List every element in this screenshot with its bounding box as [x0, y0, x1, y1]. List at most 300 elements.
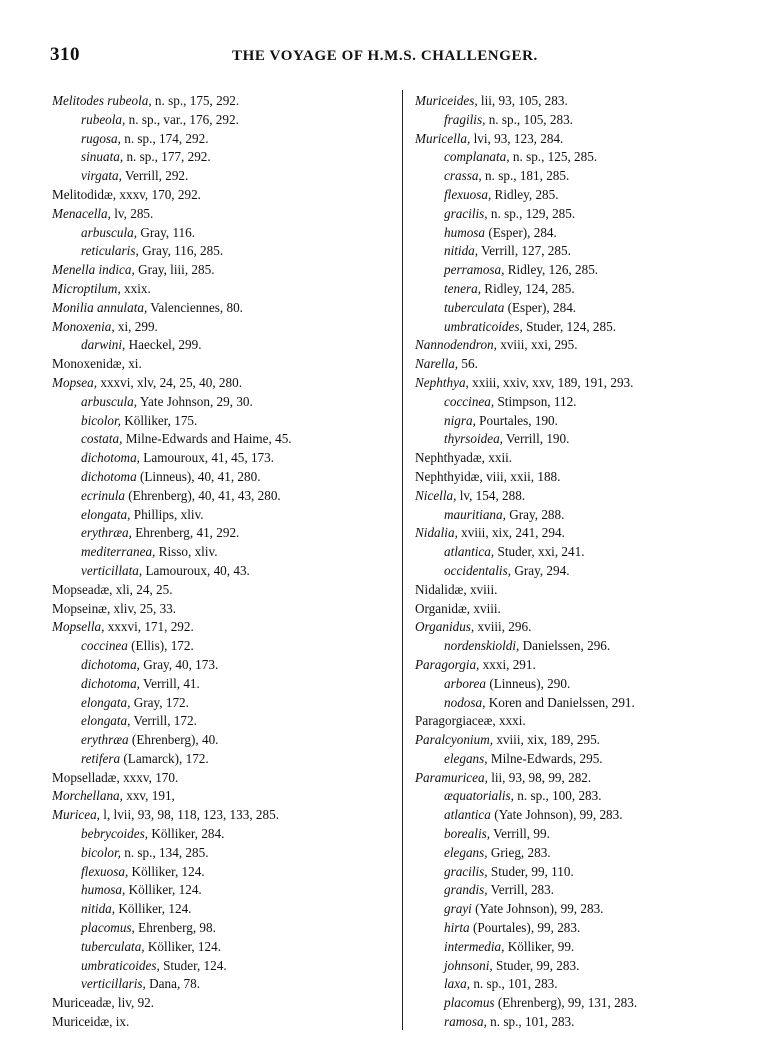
index-entry	[52, 825, 402, 844]
index-entry	[415, 336, 765, 355]
entry-references: (Ellis), 172.	[127, 638, 194, 654]
entry-name: Nephthyadæ,	[415, 450, 485, 466]
index-entry	[415, 111, 765, 130]
index-entry	[415, 186, 765, 205]
entry-references: Milne-Edwards, 295.	[487, 750, 603, 766]
entry-name: verticillaris,	[81, 976, 146, 992]
entry-name: Menella indica,	[52, 262, 135, 278]
entry-name: Mopsea,	[52, 374, 98, 390]
entry-references: (Ehrenberg), 99, 131, 283.	[494, 995, 638, 1011]
entry-name: johnsoni,	[444, 957, 493, 973]
entry-references: Studer, 99, 283.	[492, 957, 580, 973]
entry-references: Kölliker, 124.	[144, 938, 221, 954]
entry-name: Menacella,	[52, 205, 111, 221]
index-entry	[415, 524, 765, 543]
index-entry	[415, 863, 765, 882]
entry-references: (Ehrenberg), 40, 41, 43, 280.	[124, 487, 281, 503]
entry-references: n. sp., var., 176, 292.	[125, 111, 239, 127]
entry-name: flexuosa,	[444, 186, 492, 202]
index-entry	[52, 994, 402, 1013]
entry-name: thyrsoidea,	[444, 431, 503, 447]
entry-name: costata,	[81, 431, 123, 447]
index-entry	[52, 787, 402, 806]
entry-name: fragilis,	[444, 111, 486, 127]
index-entry	[415, 130, 765, 149]
entry-references: xli, 24, 25.	[112, 581, 173, 597]
entry-name: umbraticoides,	[81, 957, 160, 973]
entry-references: Lamouroux, 40, 43.	[142, 562, 250, 578]
entry-references: Studer, xxi, 241.	[494, 544, 585, 560]
index-entry	[52, 336, 402, 355]
index-entry	[52, 524, 402, 543]
entry-name: elegans,	[444, 844, 488, 860]
entry-references: xxiii, xxiv, xxv, 189, 191, 293.	[468, 374, 634, 390]
entry-name: tuberculata	[444, 299, 505, 315]
entry-name: bicolor,	[81, 412, 121, 428]
entry-name: intermedia,	[444, 938, 505, 954]
entry-references: n. sp., 134, 285.	[120, 844, 209, 860]
entry-name: Paralcyonium,	[415, 732, 494, 748]
index-entry	[415, 938, 765, 957]
entry-name: virgata,	[81, 168, 122, 184]
entry-references: n. sp., 125, 285.	[509, 149, 598, 165]
entry-name: Monoxenidæ,	[52, 356, 125, 372]
entry-name: Nicella,	[415, 487, 457, 503]
entry-name: Microptilum,	[52, 280, 121, 296]
entry-name: erythræa	[81, 732, 129, 748]
entry-name: verticillata,	[81, 562, 143, 578]
entry-name: complanata,	[444, 149, 510, 165]
entry-references: xxxvi, xlv, 24, 25, 40, 280.	[97, 374, 243, 390]
entry-name: retifera	[81, 750, 121, 766]
column-divider	[402, 90, 403, 1030]
index-entry	[415, 881, 765, 900]
index-entry	[52, 881, 402, 900]
entry-references: Kölliker, 284.	[148, 826, 225, 842]
entry-references: xviii, xxi, 295.	[496, 337, 578, 353]
index-entry	[52, 618, 402, 637]
entry-name: Nidalia,	[415, 525, 458, 541]
index-entry	[415, 148, 765, 167]
entry-name: sinuata,	[81, 149, 124, 165]
entry-name: Muriceadæ,	[52, 995, 115, 1011]
entry-references: Studer, 124, 285.	[522, 318, 617, 334]
index-entry	[52, 675, 402, 694]
index-entry	[415, 506, 765, 525]
index-entry	[52, 506, 402, 525]
entry-name: Melitodes rubeola,	[52, 93, 152, 108]
entry-references: xxii.	[484, 450, 513, 466]
entry-references: Risso, xliv.	[155, 544, 218, 560]
entry-name: coccinea	[81, 638, 128, 654]
entry-references: xviii, 296.	[474, 619, 532, 635]
index-entry	[415, 562, 765, 581]
index-entry	[52, 412, 402, 431]
index-entry	[52, 92, 402, 111]
entry-references: (Linneus), 290.	[486, 675, 571, 691]
entry-name: occidentalis,	[444, 562, 512, 578]
entry-name: arborea	[444, 675, 487, 691]
index-entry	[52, 844, 402, 863]
index-entry	[52, 167, 402, 186]
index-entry	[415, 261, 765, 280]
entry-name: grayi	[444, 901, 472, 917]
entry-name: darwini,	[81, 337, 126, 353]
entry-name: ramosa,	[444, 1014, 487, 1030]
entry-name: gracilis,	[444, 205, 488, 221]
index-entry	[415, 975, 765, 994]
entry-references: 56.	[458, 356, 478, 372]
entry-references: Gray, 294.	[511, 562, 570, 578]
entry-name: nodosa,	[444, 694, 486, 710]
entry-name: Mopselladæ,	[52, 769, 120, 785]
index-column-right	[415, 92, 765, 1032]
entry-references: xviii.	[466, 581, 498, 597]
entry-name: atlantica,	[444, 544, 495, 560]
entry-references: viii, xxii, 188.	[482, 468, 561, 484]
index-entry	[415, 656, 765, 675]
entry-name: elongata,	[81, 506, 131, 522]
entry-name: placomus,	[81, 920, 135, 936]
entry-name: ecrinula	[81, 487, 125, 503]
index-entry	[52, 600, 402, 619]
entry-name: mediterranea,	[81, 544, 156, 560]
entry-references: (Linneus), 40, 41, 280.	[136, 468, 261, 484]
index-entry	[52, 261, 402, 280]
entry-name: tuberculata,	[81, 938, 145, 954]
index-entry	[52, 487, 402, 506]
entry-references: Gray, 172.	[130, 694, 189, 710]
entry-name: Morchellana,	[52, 788, 123, 804]
entry-name: Mopseadæ,	[52, 581, 113, 597]
entry-references: n. sp., 181, 285.	[481, 168, 570, 184]
entry-references: lv, 285.	[110, 205, 154, 221]
entry-references: xxxvi, 171, 292.	[104, 619, 194, 635]
entry-name: Narella,	[415, 356, 459, 372]
entry-references: n. sp., 175, 292.	[151, 93, 240, 108]
index-entry	[415, 374, 765, 393]
entry-references: xi, 299.	[114, 318, 158, 334]
entry-references: l, lvii, 93, 98, 118, 123, 133, 285.	[99, 807, 279, 823]
index-entry	[52, 863, 402, 882]
entry-references: (Esper), 284.	[485, 224, 557, 240]
index-entry	[52, 242, 402, 261]
index-entry	[415, 449, 765, 468]
entry-references: Yate Johnson, 29, 30.	[137, 393, 253, 409]
entry-references: Verrill, 99.	[490, 826, 550, 842]
entry-references: Gray, 116, 285.	[138, 243, 224, 259]
index-entry	[52, 449, 402, 468]
index-entry	[415, 543, 765, 562]
index-entry	[415, 581, 765, 600]
entry-name: mauritiana,	[444, 506, 506, 522]
entry-name: humosa	[444, 224, 486, 240]
index-entry	[52, 806, 402, 825]
entry-name: Paragorgiaceæ,	[415, 713, 496, 729]
entry-name: Mopseinæ,	[52, 600, 111, 616]
entry-name: flexuosa,	[81, 863, 129, 879]
entry-name: rugosa,	[81, 130, 121, 146]
entry-name: Nannodendron,	[415, 337, 497, 353]
entry-references: (Yate Johnson), 99, 283.	[490, 807, 623, 823]
entry-references: xi.	[124, 356, 142, 372]
entry-name: arbuscula,	[81, 393, 138, 409]
index-entry	[52, 694, 402, 713]
index-entry	[52, 637, 402, 656]
entry-name: dichotoma,	[81, 450, 140, 466]
running-title: THE VOYAGE OF H.M.S. CHALLENGER.	[232, 48, 538, 64]
index-entry	[52, 769, 402, 788]
index-entry	[415, 675, 765, 694]
entry-references: Ehrenberg, 98.	[134, 920, 216, 936]
index-entry	[415, 900, 765, 919]
entry-references: Kölliker, 175.	[120, 412, 198, 428]
entry-references: xliv, 25, 33.	[110, 600, 177, 616]
entry-name: bicolor,	[81, 844, 121, 860]
entry-name: reticularis,	[81, 243, 139, 259]
entry-references: Verrill, 127, 285.	[478, 243, 571, 259]
index-entry	[415, 750, 765, 769]
entry-references: Ehrenberg, 41, 292.	[131, 525, 240, 541]
index-entry	[52, 299, 402, 318]
index-entry	[52, 900, 402, 919]
entry-references: n. sp., 101, 283.	[486, 1014, 575, 1030]
index-entry	[415, 769, 765, 788]
entry-name: coccinea,	[444, 393, 495, 409]
index-entry	[415, 242, 765, 261]
entry-references: n. sp., 100, 283.	[513, 788, 602, 804]
entry-references: xxxi.	[495, 713, 526, 729]
entry-name: atlantica	[444, 807, 491, 823]
entry-name: æquatorialis,	[444, 788, 514, 804]
index-entry	[52, 543, 402, 562]
index-entry	[52, 562, 402, 581]
index-entry	[52, 280, 402, 299]
index-entry	[52, 318, 402, 337]
entry-references: Studer, 99, 110.	[487, 863, 574, 879]
entry-references: n. sp., 105, 283.	[485, 111, 573, 127]
entry-name: Paramuricea,	[415, 769, 488, 785]
entry-references: Ridley, 126, 285.	[504, 262, 599, 278]
index-entry	[415, 318, 765, 337]
index-entry	[415, 205, 765, 224]
index-entry	[415, 224, 765, 243]
entry-references: n. sp., 129, 285.	[487, 205, 576, 221]
index-entry	[415, 430, 765, 449]
index-entry	[415, 637, 765, 656]
index-entry	[52, 111, 402, 130]
entry-name: nordenskioldi,	[444, 638, 520, 654]
index-entry	[52, 468, 402, 487]
entry-references: Valenciennes, 80.	[147, 299, 243, 315]
entry-name: gracilis,	[444, 863, 488, 879]
index-entry	[52, 750, 402, 769]
entry-name: perramosa,	[444, 262, 505, 278]
entry-name: grandis,	[444, 882, 488, 898]
entry-name: bebrycoides,	[81, 826, 149, 842]
entry-references: Verrill, 283.	[487, 882, 555, 898]
entry-references: Kölliker, 99.	[504, 938, 575, 954]
entry-references: xxix.	[120, 280, 151, 296]
entry-name: nigra,	[444, 412, 476, 428]
entry-references: Verrill, 190.	[502, 431, 570, 447]
index-entry	[52, 656, 402, 675]
index-entry	[52, 224, 402, 243]
entry-references: Stimpson, 112.	[494, 393, 577, 409]
entry-name: Muricea,	[52, 807, 100, 823]
entry-name: placomus	[444, 995, 495, 1011]
index-entry	[415, 468, 765, 487]
entry-name: Muriceidæ,	[52, 1014, 113, 1030]
entry-references: Kölliker, 124.	[125, 882, 202, 898]
index-entry	[415, 844, 765, 863]
entry-references: lii, 93, 105, 283.	[477, 93, 568, 108]
entry-references: Milne-Edwards and Haime, 45.	[122, 431, 292, 447]
entry-references: n. sp., 177, 292.	[123, 149, 211, 165]
index-entry	[415, 919, 765, 938]
entry-name: Organidus,	[415, 619, 475, 635]
entry-references: Gray, liii, 285.	[134, 262, 215, 278]
entry-name: nitida,	[444, 243, 479, 259]
index-entry	[52, 130, 402, 149]
index-entry	[415, 957, 765, 976]
index-entry	[52, 938, 402, 957]
index-entry	[52, 374, 402, 393]
index-entry	[52, 430, 402, 449]
entry-references: lvi, 93, 123, 284.	[470, 130, 564, 146]
entry-references: Verrill, 292.	[121, 168, 189, 184]
entry-references: liv, 92.	[114, 995, 155, 1011]
index-entry	[415, 994, 765, 1013]
entry-references: Verrill, 172.	[130, 713, 197, 729]
entry-references: xxxi, 291.	[479, 656, 536, 672]
entry-name: Mopsella,	[52, 619, 105, 635]
entry-references: Danielssen, 296.	[519, 638, 611, 654]
index-entry	[52, 581, 402, 600]
entry-references: Kölliker, 124.	[115, 901, 192, 917]
entry-references: (Pourtales), 99, 283.	[469, 920, 581, 936]
index-entry	[415, 806, 765, 825]
index-entry	[52, 1013, 402, 1032]
index-entry	[415, 618, 765, 637]
entry-name: Organidæ,	[415, 600, 471, 616]
entry-references: Pourtales, 190.	[475, 412, 558, 428]
entry-name: nitida,	[81, 901, 116, 917]
index-entry	[52, 712, 402, 731]
index-entry	[415, 825, 765, 844]
entry-references: Gray, 40, 173.	[139, 656, 219, 672]
entry-references: Ridley, 124, 285.	[481, 280, 575, 296]
entry-references: Kölliker, 124.	[128, 863, 205, 879]
entry-references: Gray, 116.	[137, 224, 196, 240]
index-entry	[52, 393, 402, 412]
index-entry	[52, 355, 402, 374]
index-entry	[415, 712, 765, 731]
entry-references: Ridley, 285.	[491, 186, 559, 202]
entry-references: xxxv, 170.	[119, 769, 179, 785]
index-entry	[415, 393, 765, 412]
entry-name: erythræa,	[81, 525, 132, 541]
index-entry	[415, 412, 765, 431]
entry-references: xviii, xix, 241, 294.	[457, 525, 565, 541]
entry-references: ix.	[112, 1014, 130, 1030]
entry-name: borealis,	[444, 826, 491, 842]
index-entry	[415, 1013, 765, 1032]
entry-references: n. sp., 174, 292.	[120, 130, 209, 146]
index-entry	[415, 167, 765, 186]
entry-references: xviii.	[470, 600, 501, 616]
entry-name: humosa,	[81, 882, 126, 898]
entry-name: Muricella,	[415, 130, 471, 146]
entry-references: xviii, xix, 189, 295.	[493, 732, 600, 748]
index-entry	[415, 299, 765, 318]
entry-references: Phillips, xliv.	[130, 506, 204, 522]
index-entry	[52, 205, 402, 224]
page-number: 310	[50, 44, 80, 65]
index-entry	[415, 92, 765, 111]
index-entry	[415, 731, 765, 750]
index-entry	[415, 280, 765, 299]
index-entry	[415, 787, 765, 806]
entry-references: (Esper), 284.	[504, 299, 577, 315]
index-entry	[415, 487, 765, 506]
entry-references: xxv, 191,	[122, 788, 175, 804]
entry-name: umbraticoides,	[444, 318, 523, 334]
entry-name: dichotoma	[81, 468, 137, 484]
entry-references: (Lamarck), 172.	[120, 750, 209, 766]
entry-references: (Yate Johnson), 99, 283.	[471, 901, 604, 917]
index-entry	[52, 731, 402, 750]
index-entry	[52, 186, 402, 205]
entry-references: (Ehrenberg), 40.	[128, 732, 219, 748]
entry-name: hirta	[444, 920, 470, 936]
entry-references: Lamouroux, 41, 45, 173.	[139, 450, 275, 466]
entry-name: Nephthya,	[415, 374, 469, 390]
entry-name: Nephthyidæ,	[415, 468, 483, 484]
index-entry	[52, 919, 402, 938]
entry-name: elongata,	[81, 694, 131, 710]
entry-references: n. sp., 101, 283.	[470, 976, 558, 992]
index-column-left	[52, 92, 402, 1032]
entry-name: arbuscula,	[81, 224, 138, 240]
entry-name: elegans,	[444, 750, 488, 766]
entry-name: laxa,	[444, 976, 471, 992]
index-entry	[415, 600, 765, 619]
entry-name: Nidalidæ,	[415, 581, 467, 597]
entry-name: Monilia annulata,	[52, 299, 148, 315]
index-entry	[415, 694, 765, 713]
index-entry	[52, 148, 402, 167]
entry-references: Koren and Danielssen, 291.	[485, 694, 635, 710]
entry-references: Haeckel, 299.	[125, 337, 202, 353]
entry-references: Verrill, 41.	[139, 675, 200, 691]
entry-name: Melitodidæ,	[52, 186, 117, 202]
entry-name: crassa,	[444, 168, 482, 184]
entry-references: Dana, 78.	[145, 976, 201, 992]
entry-references: Grieg, 283.	[487, 844, 551, 860]
entry-name: Monoxenia,	[52, 318, 115, 334]
index-entry	[415, 355, 765, 374]
entry-references: lv, 154, 288.	[456, 487, 526, 503]
entry-references: Studer, 124.	[159, 957, 227, 973]
entry-name: dichotoma,	[81, 675, 140, 691]
index-entry	[52, 975, 402, 994]
entry-name: Muriceides,	[415, 93, 478, 108]
index-entry	[52, 957, 402, 976]
entry-name: elongata,	[81, 713, 131, 729]
entry-references: xxxv, 170, 292.	[116, 186, 201, 202]
entry-references: lii, 93, 98, 99, 282.	[487, 769, 592, 785]
